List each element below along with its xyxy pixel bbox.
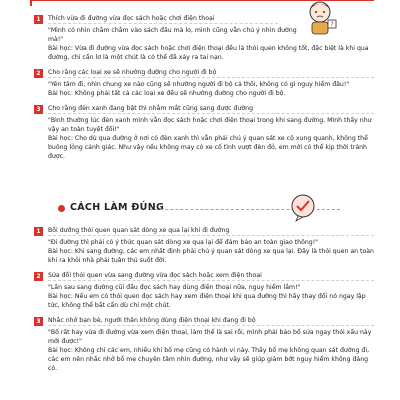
- divider: [48, 325, 374, 326]
- item-lesson: Bài học: Không chỉ các em, nhiều khi bố mẹ cũng có hành vi này. Thấy bố mẹ không quan sát đường đi, các em nên nhắc nhở bố mẹ chuyên tâm nhìn đường, như vậy sẽ giúp giảm bớt nguy hiểm không đáng có.: [48, 347, 370, 372]
- mistakes-section: [34, 14, 374, 167]
- list-item: [34, 104, 374, 161]
- item-heading: Bồi dưỡng thói quen quan sát dòng xe qua lại khi đi đường: [48, 227, 230, 234]
- item-quote: "Lần sau sang đường cũi đầu đọc sách hay dùng điện thoại nữa, nguy hiểm lắm!": [48, 284, 301, 291]
- item-number: 2: [34, 272, 43, 281]
- correct-way-section: [34, 226, 374, 379]
- svg-text:?: ?: [330, 20, 334, 29]
- item-number: 1: [34, 15, 43, 24]
- divider: [48, 113, 374, 114]
- check-speech-icon: [288, 192, 318, 222]
- divider: [48, 235, 374, 236]
- item-heading: Thích vừa đi đường vừa đọc sách hoặc chơi điện thoại: [48, 15, 215, 22]
- list-item: [34, 271, 374, 310]
- item-quote: "Mình có nhìn chằm chằm vào sách đâu mà lo, mình cũng vẫn chú ý nhìn đường mà!": [48, 27, 297, 43]
- list-item: [34, 68, 374, 98]
- item-heading: Nhắc nhở bạn bè, người thân không dùng điện thoại khi đang đi bộ: [48, 317, 256, 324]
- item-quote: "Bình thường lúc đèn xanh mình vẫn đọc sách hoặc chơi điện thoại trong khi sang đường. Mình thấy như vậy an toàn tuyệt đối!": [48, 117, 372, 133]
- item-quote: "Đi đường thì phải có ý thức quan sát dòng xe qua lại để đảm bảo an toàn giao thông!": [48, 239, 319, 246]
- item-lesson: Bài học: Nếu em có thói quen đọc sách hay xem điện thoại khi qua đường thì hãy thay đổi nó ngay lập tức, không thể bắt cẩn dù chỉ một chút.: [48, 293, 366, 309]
- item-lesson: Bài học: Vừa đi đường vừa đọc sách hoặc chơi điện thoại đều là thói quen không tốt, đặc biệt là khi qua đường, chỉ cần lơ là một chút là có thể đã xảy ra tai nạn.: [48, 45, 369, 61]
- list-item: [34, 226, 374, 265]
- item-heading: Cho rằng đèn xanh đang bật thì nhắm mắt cũng sang được đường: [48, 105, 254, 112]
- item-number: 3: [34, 317, 43, 326]
- item-heading: Cho rằng các loại xe sẽ nhường đường cho người đi bộ: [48, 69, 217, 76]
- divider: [48, 280, 374, 281]
- item-quote: "Bố rất hay vừa đi đường vừa xem điện thoại, làm thế là sai rồi, mình phải bảo bố sửa ngay thói xấu này mới được!": [48, 329, 372, 345]
- banner-bullet: [58, 205, 65, 212]
- item-heading: Sửa đổi thói quen vừa sang đường vừa đọc sách hoặc xem điện thoại: [48, 272, 262, 279]
- list-item: [34, 316, 374, 373]
- item-lesson: Bài học: Không phải tất cả các loại xe đều sẽ nhường đường cho người đi bộ.: [48, 90, 286, 97]
- divider: [48, 23, 278, 24]
- boy-thinking-icon: [300, 0, 340, 36]
- frame-corner: [30, 0, 42, 6]
- section-banner: [50, 200, 320, 218]
- item-number: 2: [34, 69, 43, 78]
- item-lesson: Bài học: Cho dù qua đường ở nơi có đèn xanh thì vẫn phải chú ý quan sát xe cộ xung quanh, không thể buông lỏng cảnh giác. Như vậy nếu không may có xe cố tình vượt đèn đỏ, em mới có thể kịp thời tránh được.: [48, 135, 368, 160]
- banner-title: CÁCH LÀM ĐÚNG: [70, 202, 165, 213]
- item-quote: "Yên tâm đi, nhìn chung xe nào cũng sẽ nhường người đi bộ cả thôi, không có gì nguy hiểm đâu!": [48, 81, 350, 88]
- item-number: 1: [34, 227, 43, 236]
- item-number: 3: [34, 105, 43, 114]
- divider: [48, 77, 374, 78]
- item-lesson: Bài học: Khi sang đường, các em nhất định phải chú ý quan sát dòng xe qua lại. Đây là thói quen an toàn khi ra khỏi nhà phải tuân thủ suốt đời.: [48, 248, 374, 264]
